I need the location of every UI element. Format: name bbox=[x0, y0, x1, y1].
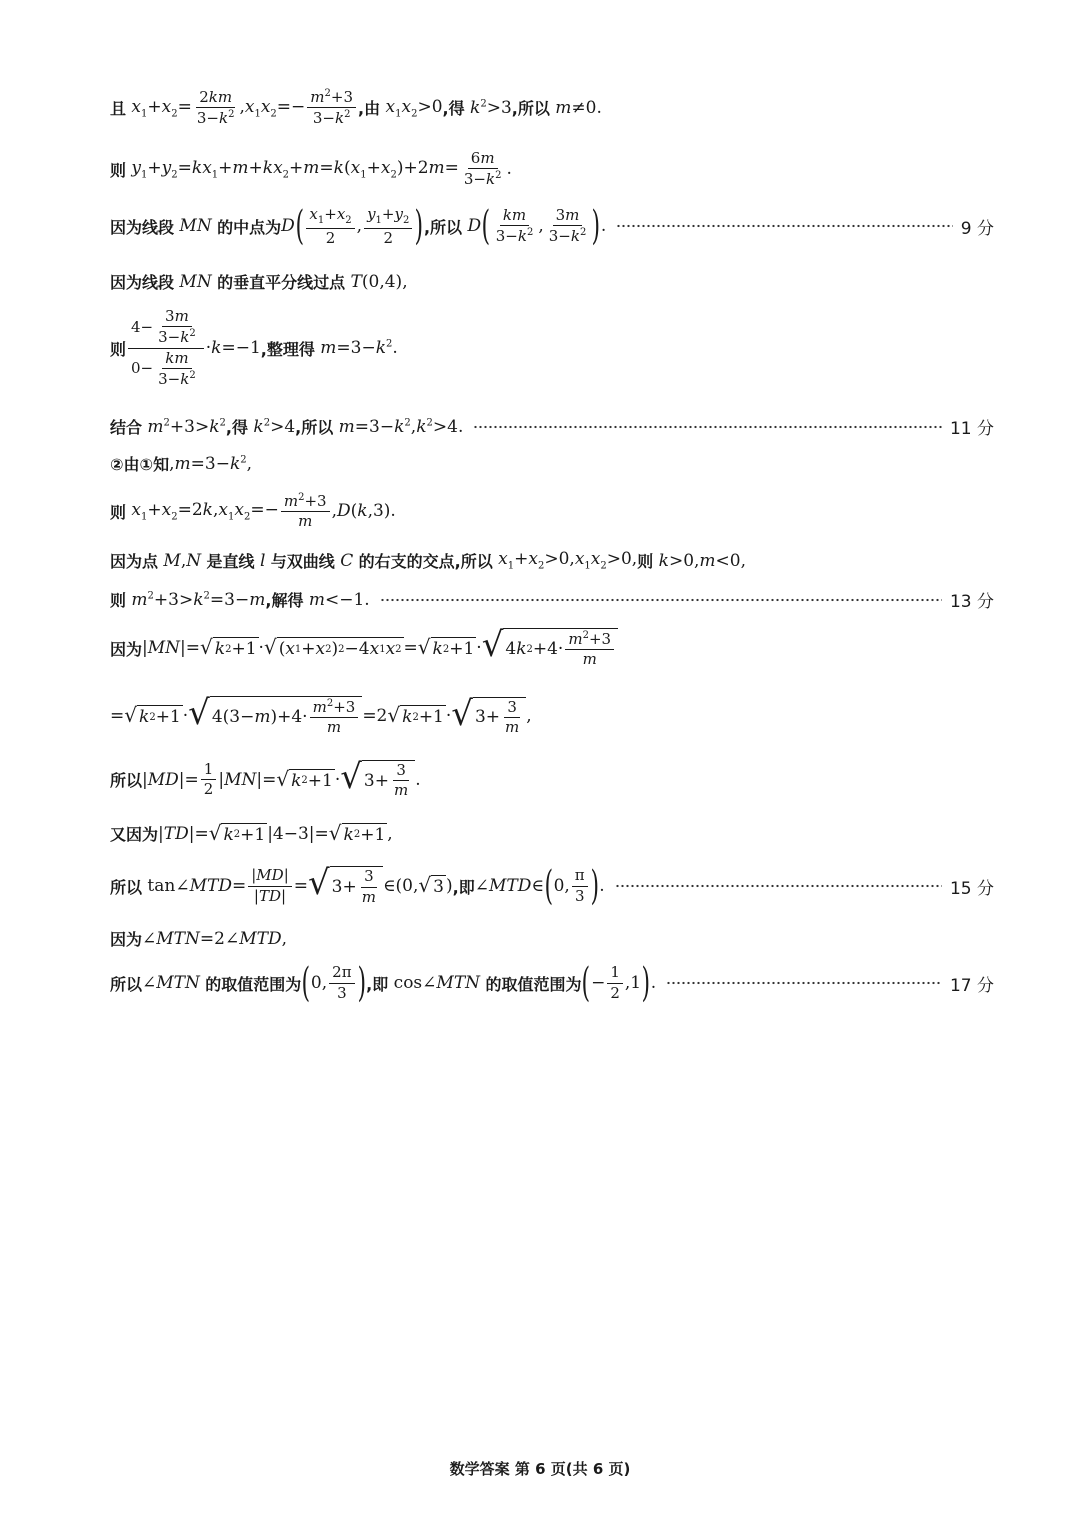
score-13: 13 分 bbox=[949, 592, 994, 612]
line-13: 所以 |MD|= $\frac{1}{2}$ |MN|= √ k 2 +1 · √ 3+ $\frac{3}{m}$ . bbox=[110, 757, 421, 800]
line-15: 所以 tan∠MTD= $\frac{|MD|}{|TD|}$ = √ 3+ $\frac{3}{m}$ ∈(0, √ 3 ) ,即 ∠MTD∈ ( 0, $\frac{\pi}{3}$ ) . 15 分 bbox=[110, 863, 994, 909]
dot-leader bbox=[380, 598, 942, 602]
compound-fraction: 4− $\frac{3m}{3-k^2}$ 0− $\frac{km}{3-k^2}$ bbox=[128, 308, 204, 388]
line-4: 因为线段 MN 的垂直平分线过点 T(0,4), bbox=[110, 271, 408, 292]
line-17: 所以 ∠MTN 的取值范围为 ( 0, $\frac{2\pi}{3}$ ) ,即 cos∠MTN 的取值范围为 ( − $\frac{1}{2}$ ,1 ) . 17 分 bbox=[110, 960, 994, 1006]
fraction: $\frac{2km}{3-k^2}$ bbox=[196, 87, 235, 127]
dot-leader bbox=[666, 981, 942, 985]
line-10: 则 $m^2+3>k^2=3-m$ ,解得 m<−1. 13 分 bbox=[110, 587, 994, 612]
page-footer: 数学答案 第 6 页(共 6 页) bbox=[449, 1460, 631, 1478]
line-9: 因为点 M,N 是直线 l 与双曲线 C 的右支的交点 ,所以 $x_1+x_2>0,x_1x_2>0$, 则 k>0,m<0, bbox=[110, 549, 747, 572]
line-8: 则 $x_1+x_2=2k,x_1x_2=-$ $\frac{m^2+3}{m}$ ,D(k,3). bbox=[110, 492, 396, 531]
score-17: 17 分 bbox=[949, 975, 994, 996]
score-9: 9 分 bbox=[960, 218, 994, 239]
score-11: 11 分 bbox=[949, 419, 994, 439]
line-1: 且 $x_1+x_2=$ $\frac{2km}{3-k^2}$ $,x_1x_2=-$ $\frac{m^2+3}{3-k^2}$ ,由 $x_1x_2>0$ ,得 $k^2>3$ ,所以 m≠0. bbox=[110, 87, 602, 128]
line-3: 因为线段 MN 的中点为 D ( $\frac{x_1+x_2}{2}$ , $\frac{y_1+y_2}{2}$ ) ,所以 D ( $\frac{km}{3-k^2}$ , $\frac{3m}{3-k^2}$ ) . 9 分 bbox=[110, 203, 994, 250]
line-11: 因为 |MN|= √ k 2 +1 · √ ( x 1 + x 2 ) 2 −4 x 1 x 2 = √ k 2 +1 · √ 4 k 2 +4· $\frac{m^2+3}{m}$ bbox=[110, 628, 994, 669]
fraction: $\frac{6m}{3-k^2}$ bbox=[463, 149, 502, 189]
dot-leader bbox=[473, 425, 942, 429]
line-6: 结合 $m^2+3>k^2$ ,得 $k^2>4$ ,所以 $m=3-k^2,k^2>4$. 11 分 bbox=[110, 414, 994, 439]
score-15: 15 分 bbox=[949, 878, 994, 899]
line-7: ②由①知 $,m=3-k^2$, bbox=[110, 453, 253, 474]
line-14: 又因为 |TD|= √ k 2 +1 |4−3|= √ k 2 +1 , bbox=[110, 820, 393, 845]
line-16: 因为 ∠MTN=2∠MTD, bbox=[110, 928, 287, 949]
line-2: 则 $y_1+y_2=kx_1+m+kx_2+m=k(x_1+x_2)+2m=$ $\frac{6m}{3-k^2}$ . bbox=[110, 149, 512, 189]
line-5: 则 4− $\frac{3m}{3-k^2}$ 0− $\frac{km}{3-k^2}$ ·k=−1 ,整理得 $m=3-k^2$. bbox=[110, 307, 398, 388]
fraction: $\frac{m^2+3}{3-k^2}$ bbox=[307, 88, 356, 128]
dot-leader bbox=[616, 224, 952, 228]
line-12: = √ k 2 +1 · √ 4(3− m )+4· $\frac{m^2+3}{m}$ =2 √ k 2 +1 · √ 3+ $\frac{3}{m}$ , bbox=[110, 693, 532, 737]
dot-leader bbox=[615, 884, 942, 888]
